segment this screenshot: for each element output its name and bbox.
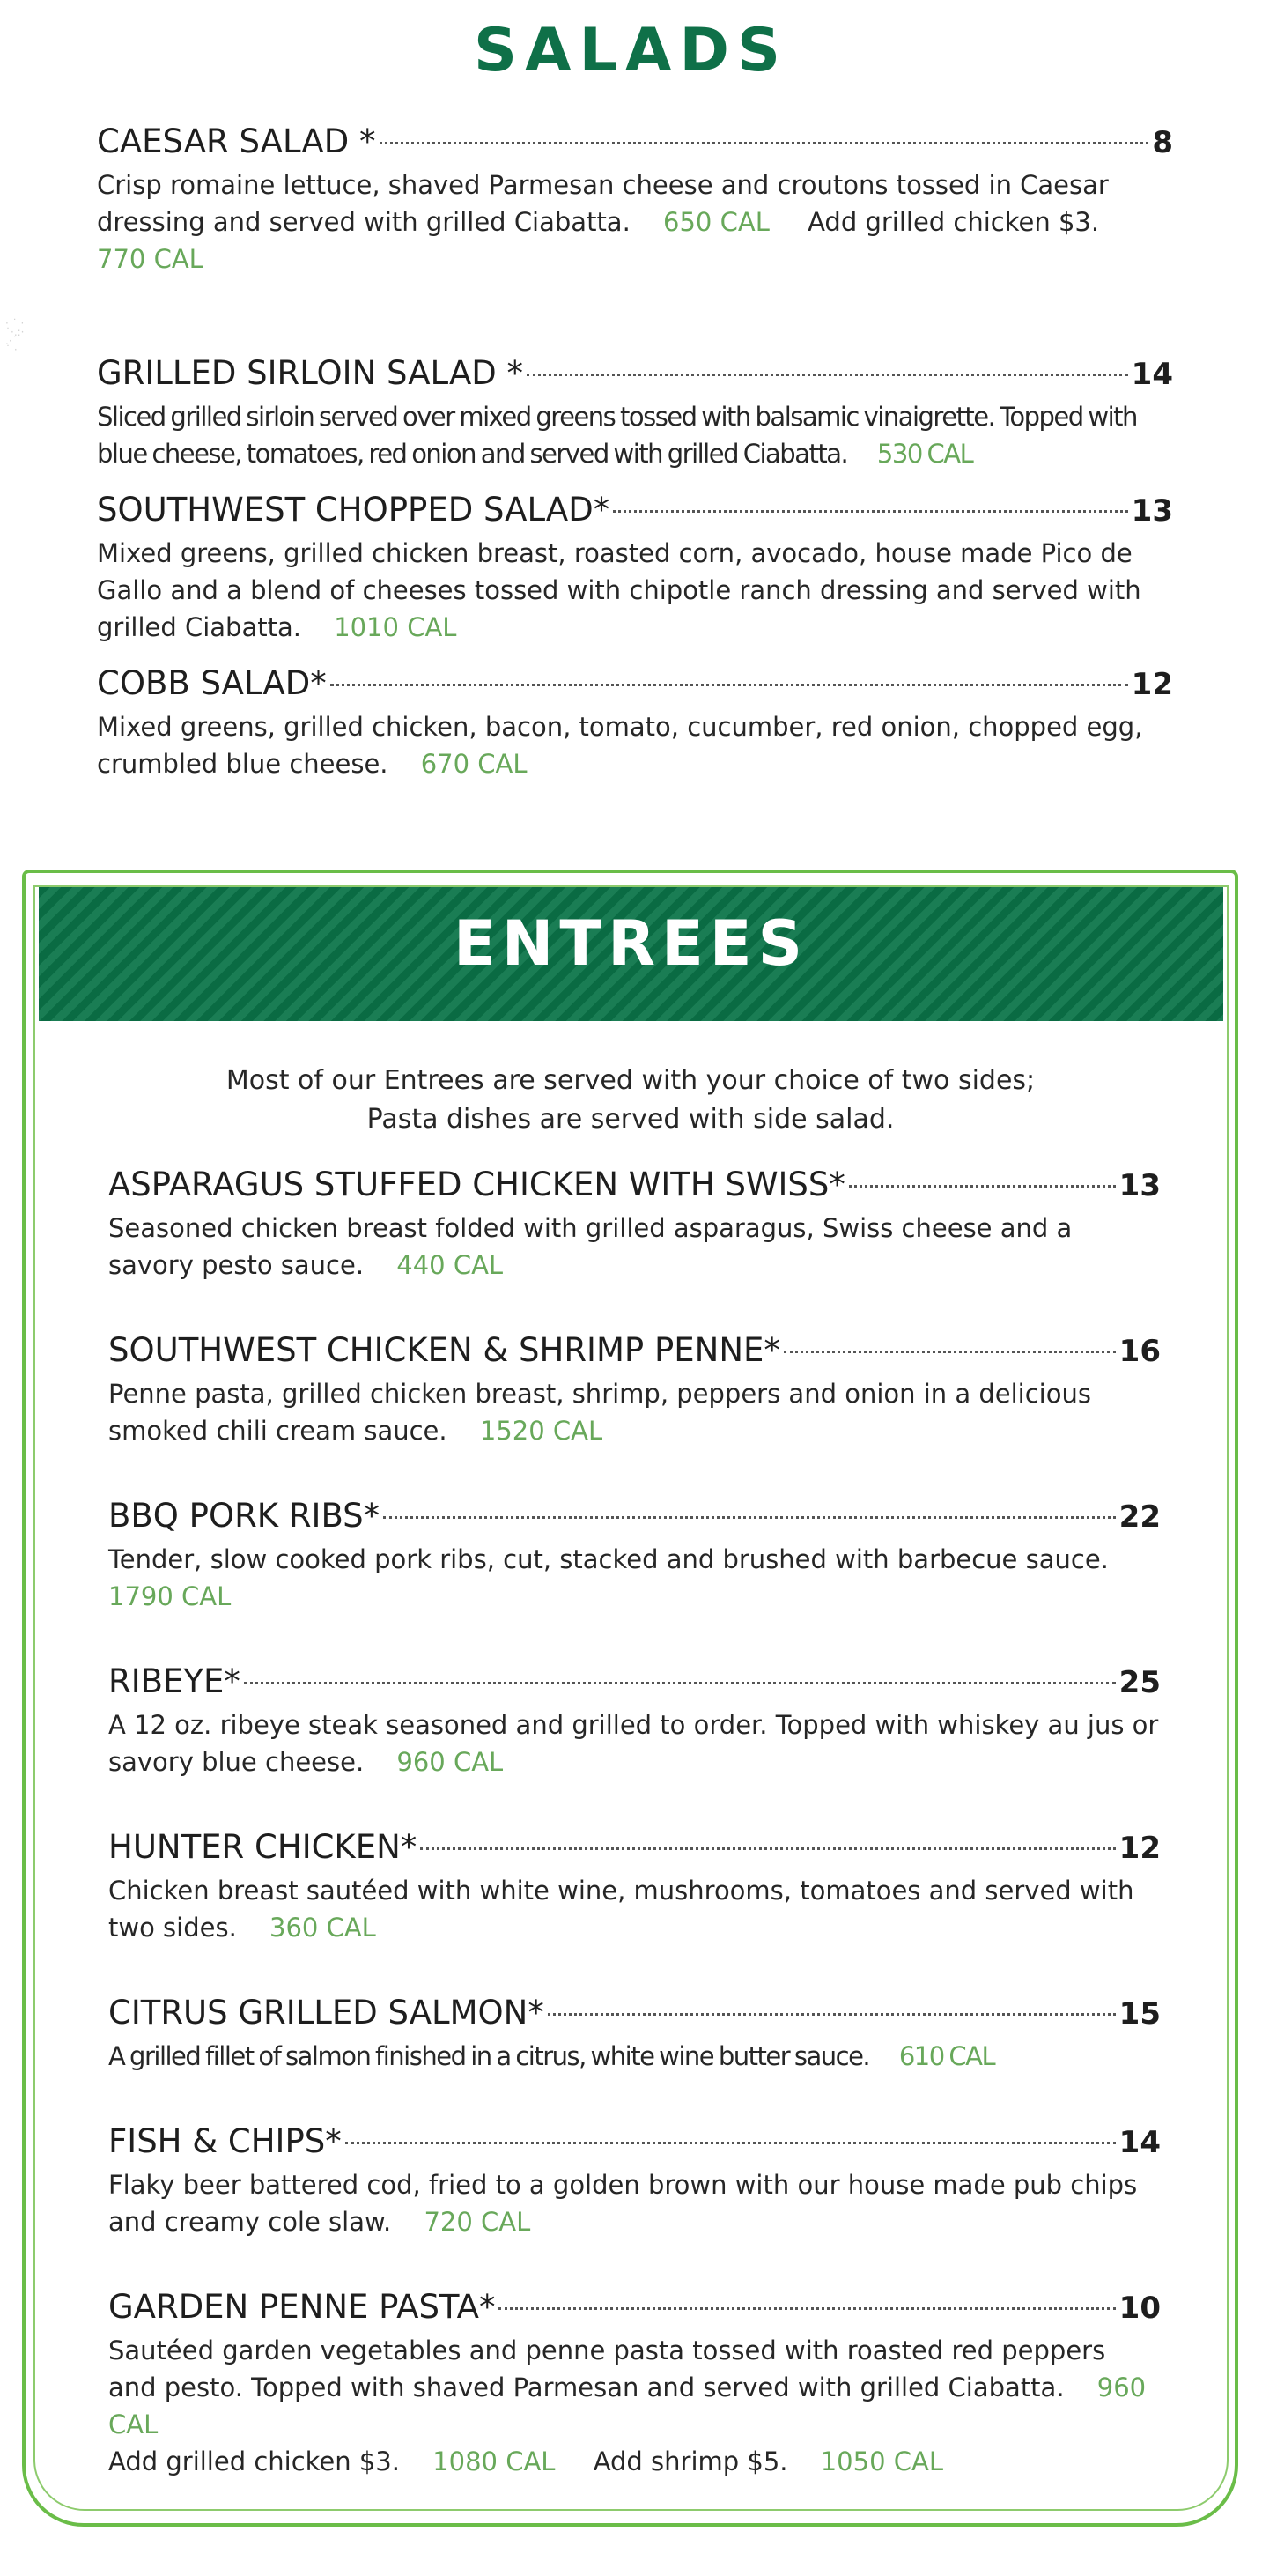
calorie-count: 610 CAL <box>898 2041 995 2071</box>
item-name: CAESAR SALAD * <box>97 122 376 160</box>
item-description: Tender, slow cooked pork ribs, cut, stacked and brushed with barbecue sauce. 1790 CAL <box>108 1544 1109 1611</box>
item-description: Flaky beer battered cod, fried to a golden brown with our house made pub chips and creamy cole slaw. 720 CAL <box>108 2170 1138 2237</box>
calorie-count: 1010 CAL <box>334 612 457 642</box>
item-name: COBB SALAD* <box>97 664 327 702</box>
calorie-count: 720 CAL <box>424 2207 531 2237</box>
calorie-count: 1790 CAL <box>108 1581 232 1611</box>
dot-leader <box>849 1185 1116 1188</box>
dot-leader <box>498 2307 1115 2310</box>
item-price: 12 <box>1118 1831 1161 1866</box>
item-name: RIBEYE* <box>108 1662 240 1700</box>
menu-item-asparagus-stuffed-chicken <box>108 1163 1161 1284</box>
item-description: Sautéed garden vegetables and penne pasta tossed with roasted red peppers and pesto. Topped with shaved Parmesan and served with grilled Ciabatta. 960 CAL Add grilled chicken $3. 1080 CAL Add shrimp $5. 1050 CAL <box>108 2335 1147 2476</box>
calorie-count: 960 CAL <box>108 2372 1147 2439</box>
item-name: CITRUS GRILLED SALMON* <box>108 1994 544 2032</box>
item-description: Sliced grilled sirloin served over mixed greens tossed with balsamic vinaigrette. Topped with blue cheese, tomatoes, red onion and served with grilled Ciabatta. 530 CAL <box>97 402 1137 469</box>
dot-leader <box>420 1847 1115 1850</box>
menu-item-bbq-pork-ribs <box>108 1494 1161 1615</box>
item-description: Seasoned chicken breast folded with grilled asparagus, Swiss cheese and a savory pesto sauce. 440 CAL <box>108 1213 1073 1280</box>
menu-item-fish-and-chips <box>108 2120 1161 2240</box>
menu-item-ribeye <box>108 1660 1161 1780</box>
item-price: 12 <box>1131 667 1173 702</box>
dot-leader <box>380 142 1149 144</box>
menu-item-grilled-sirloin-salad <box>97 352 1173 472</box>
item-price: 22 <box>1118 1499 1161 1535</box>
dot-leader <box>330 684 1128 686</box>
item-description: Penne pasta, grilled chicken breast, shrimp, peppers and onion in a delicious smoked chili cream sauce. 1520 CAL <box>108 1379 1091 1446</box>
item-price: 10 <box>1118 2291 1161 2326</box>
menu-item-southwest-chicken-shrimp-penne <box>108 1329 1161 1449</box>
item-description: Crisp romaine lettuce, shaved Parmesan cheese and croutons tossed in Caesar dressing and served with grilled Ciabatta. 650 CAL Add grilled chicken $3. 770 CAL <box>97 170 1109 274</box>
dot-leader <box>548 2013 1116 2016</box>
menu-item-caesar-salad <box>97 120 1173 278</box>
menu-item-cobb-salad <box>97 662 1173 782</box>
entrees-note: Most of our Entrees are served with your choice of two sides; Pasta dishes are served with side salad. <box>225 1065 1036 1135</box>
item-description: Chicken breast sautéed with white wine, mushrooms, tomatoes and served with two sides. 360 CAL <box>108 1876 1134 1943</box>
item-name: GRILLED SIRLOIN SALAD * <box>97 354 524 392</box>
item-name: ASPARAGUS STUFFED CHICKEN WITH SWISS* <box>108 1166 845 1203</box>
calorie-count: 650 CAL <box>663 207 770 237</box>
scan-smudge: · ˙ · ˙·.:· .·˙ ˙ · <box>5 317 25 356</box>
item-name: FISH & CHIPS* <box>108 2122 342 2160</box>
salads-section <box>97 120 1173 782</box>
menu-item-hunter-chicken <box>108 1825 1161 1946</box>
addon-calorie-count: 770 CAL <box>97 244 203 274</box>
calorie-count: 960 CAL <box>396 1747 504 1777</box>
item-name: SOUTHWEST CHICKEN & SHRIMP PENNE* <box>108 1331 780 1369</box>
entrees-heading: ENTREES <box>453 907 809 980</box>
item-price: 14 <box>1118 2125 1161 2160</box>
addon-text: Add grilled chicken $3. <box>108 2446 400 2476</box>
dot-leader <box>244 1682 1116 1684</box>
calorie-count: 440 CAL <box>396 1250 504 1280</box>
item-price: 13 <box>1118 1168 1161 1203</box>
salads-heading: SALADS <box>474 16 788 85</box>
calorie-count: 1520 CAL <box>479 1416 603 1446</box>
menu-item-garden-penne-pasta <box>108 2285 1161 2480</box>
item-description: A 12 oz. ribeye steak seasoned and grilled to order. Topped with whiskey au jus or savory blue cheese. 960 CAL <box>108 1710 1159 1777</box>
calorie-count: 360 CAL <box>269 1913 376 1943</box>
dot-leader <box>345 2142 1116 2144</box>
menu-item-southwest-chopped-salad <box>97 488 1173 646</box>
item-description: A grilled fillet of salmon finished in a citrus, white wine butter sauce. 610 CAL <box>108 2041 995 2071</box>
item-name: SOUTHWEST CHOPPED SALAD* <box>97 491 610 529</box>
item-price: 14 <box>1131 357 1173 392</box>
item-price: 8 <box>1152 125 1173 160</box>
item-name: GARDEN PENNE PASTA* <box>108 2288 496 2326</box>
calorie-count: 670 CAL <box>420 749 528 779</box>
dot-leader <box>383 1516 1116 1519</box>
item-price: 15 <box>1118 1996 1161 2032</box>
item-price: 25 <box>1118 1665 1161 1700</box>
dot-leader <box>784 1351 1116 1353</box>
item-name: BBQ PORK RIBS* <box>108 1497 380 1535</box>
entrees-section <box>108 1163 1161 2480</box>
addon-text: Add grilled chicken $3. <box>808 207 1100 237</box>
addon-calorie-count: 1080 CAL <box>432 2446 556 2476</box>
addon-calorie-count-2: 1050 CAL <box>820 2446 943 2476</box>
dot-leader <box>527 374 1128 376</box>
item-name: HUNTER CHICKEN* <box>108 1828 417 1866</box>
item-price: 16 <box>1118 1334 1161 1369</box>
menu-item-citrus-grilled-salmon <box>108 1991 1161 2075</box>
addon-text-2: Add shrimp $5. <box>593 2446 788 2476</box>
item-description: Mixed greens, grilled chicken, bacon, tomato, cucumber, red onion, chopped egg, crumbled blue cheese. 670 CAL <box>97 712 1143 779</box>
dot-leader <box>613 510 1127 513</box>
item-price: 13 <box>1131 493 1173 529</box>
calorie-count: 530 CAL <box>876 439 973 469</box>
item-description: Mixed greens, grilled chicken breast, roasted corn, avocado, house made Pico de Gallo and a blend of cheeses tossed with chipotle ranch dressing and served with grilled Ciabatta. 1010 CAL <box>97 538 1141 642</box>
